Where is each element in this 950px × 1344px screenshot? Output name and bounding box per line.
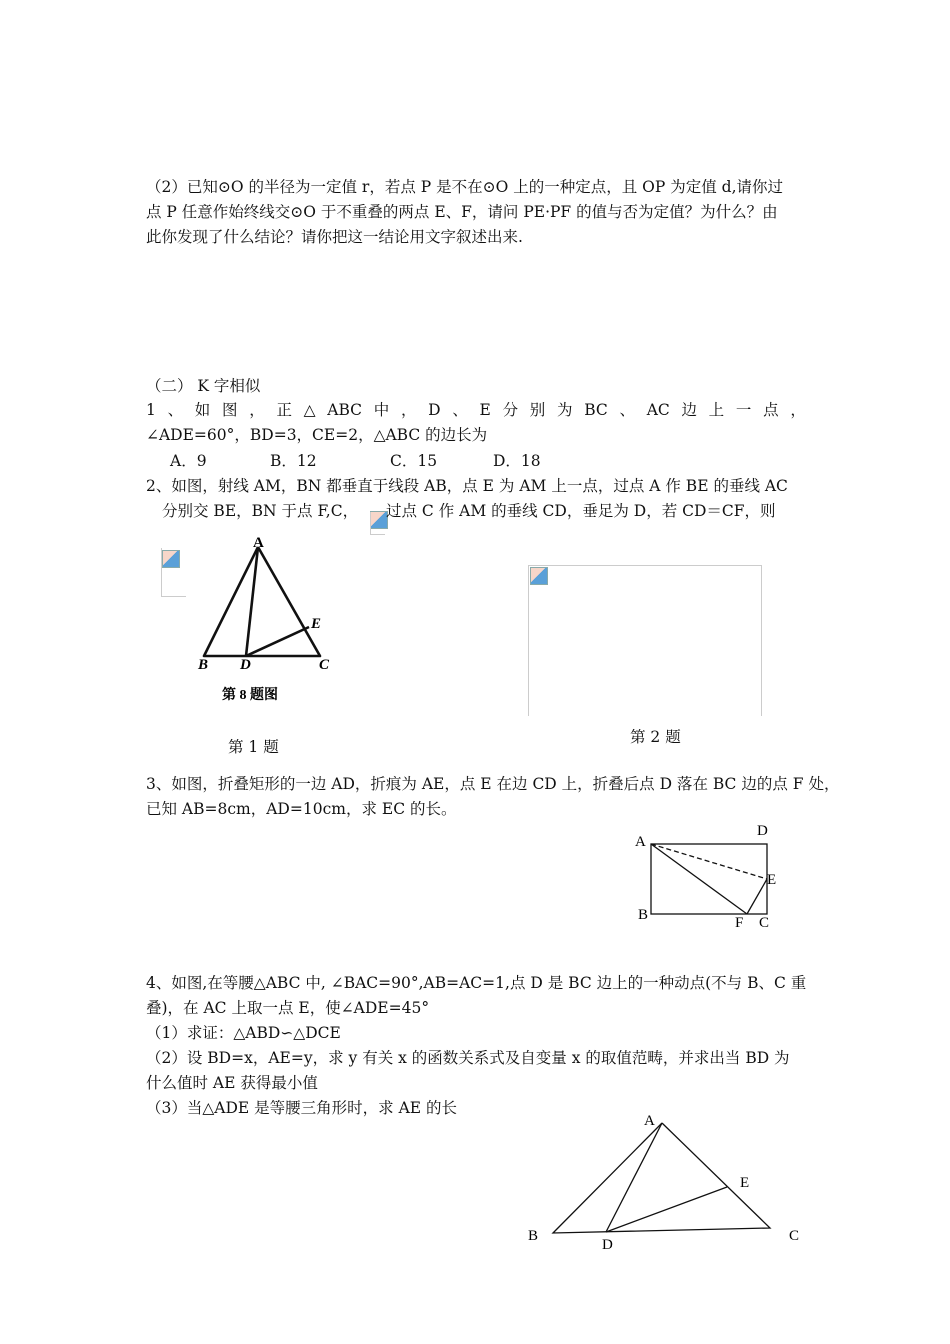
fig1-caption: 第 1 题	[228, 738, 279, 756]
q-part2-line3: 此你发现了什么结论？请你把这一结论用文字叙述出来.	[146, 228, 523, 246]
q-part2-line1: （2）已知⊙O 的半径为一定值 r，若点 P 是不在⊙O 上的一种定点，且 OP 为定值 d,请你过	[146, 178, 783, 196]
fig1-label-d: D	[240, 657, 251, 673]
fig2-caption: 第 2 题	[630, 728, 681, 746]
q3-line2: 已知 AB=8cm，AD=10cm，求 EC 的长。	[146, 800, 457, 818]
q4-label-d: D	[602, 1237, 613, 1253]
q1-line1-token: 上	[708, 401, 725, 419]
q4-line1: 4、如图,在等腰△ABC 中, ∠BAC=90°,AB=AC=1,点 D 是 BC 边上的一种动点(不与 B、C 重	[146, 974, 807, 992]
q1-option-c: C．15	[390, 452, 438, 470]
q1-line1-token: 一	[735, 401, 752, 419]
q2-line1: 2、如图，射线 AM，BN 都垂直于线段 AB，点 E 为 AM 上一点，过点 A 作 BE 的垂线 AC	[146, 477, 788, 495]
q3-line1: 3、如图，折叠矩形的一边 AD，折痕为 AE，点 E 在边 CD 上，折叠后点 D 落在 BC 边的点 F 处，	[146, 775, 840, 793]
q3-label-c: C	[759, 915, 770, 931]
fig2-image-frame	[528, 565, 762, 716]
q1-line1-token: E	[479, 401, 491, 419]
q2-line2b: 过点 C 作 AM 的垂线 CD，垂足为 D，若 CD＝CF，则	[386, 502, 776, 520]
q4-sub2b: 什么值时 AE 获得最小值	[146, 1074, 318, 1092]
q1-line1-token: 边	[681, 401, 697, 419]
q1-line1-token: ，	[249, 401, 265, 419]
q-part2-line2: 点 P 任意作始终线交⊙O 于不重叠的两点 E、F，请问 PE·PF 的值与否为定值？为什么？由	[146, 203, 778, 221]
q1-line1-token: 图	[222, 401, 238, 419]
q4-line2: 叠)，在 AC 上取一点 E，使∠ADE=45°	[146, 999, 430, 1017]
q1-line1-token: ，	[400, 401, 417, 419]
q1-option-b: B．12	[270, 452, 317, 470]
q4-label-c: C	[789, 1228, 800, 1244]
q4-sub2a: （2）设 BD=x，AE=y，求 y 有关 x 的函数关系式及自变量 x 的取值范畴，并求出当 BD 为	[146, 1049, 790, 1067]
q4-label-b: B	[528, 1228, 539, 1244]
fig1-label-c: C	[319, 657, 330, 673]
q3-label-d: D	[757, 823, 768, 839]
inline-image-frame	[370, 512, 385, 535]
q1-line1-token: AC	[646, 401, 670, 419]
q1-line1-token: D	[428, 401, 441, 419]
q1-line1-token: △	[303, 401, 316, 419]
q1-line1-token: 正	[276, 401, 292, 419]
q3-label-f: F	[735, 915, 744, 931]
fig1-inner-caption: 第 8 题图	[222, 688, 278, 703]
q1-line1-token: 分	[502, 401, 519, 419]
q4-sub1: （1）求证：△ABD∽△DCE	[146, 1024, 341, 1042]
q1-line1-token: 、	[619, 401, 635, 419]
q1-line1-token: ，	[790, 401, 806, 419]
fig1-label-a: A	[253, 535, 264, 551]
q1-line1-token: 、	[452, 401, 468, 419]
section-heading: （二） K 字相似	[146, 377, 261, 395]
q1-line1-token: 别	[529, 401, 546, 419]
fig1-label-e: E	[311, 616, 322, 632]
q1-line1-token: 1	[146, 401, 156, 419]
q3-label-b: B	[638, 907, 649, 923]
q3-rectangle-diagram	[630, 820, 790, 935]
q4-label-e: E	[740, 1175, 750, 1191]
q1-line1-token: 点	[763, 401, 779, 419]
q1-line1-token: ABC	[327, 401, 363, 419]
q1-option-a: A．9	[170, 452, 207, 470]
q1-line1	[146, 398, 806, 422]
fig1-label-b: B	[198, 657, 209, 673]
fig1-image-frame	[161, 548, 186, 597]
q4-label-a: A	[644, 1113, 655, 1129]
q1-line1-token: 、	[167, 401, 184, 419]
q3-label-a: A	[635, 834, 646, 850]
fig1-triangle-diagram	[190, 533, 350, 708]
q2-line2a: 分别交 BE，BN 于点 F,C，	[162, 502, 359, 520]
q3-label-e: E	[767, 872, 777, 888]
q4-sub3: （3）当△ADE 是等腰三角形时，求 AE 的长	[146, 1099, 458, 1117]
q1-line1-token: 如	[194, 401, 211, 419]
q1-line1-token: 中	[373, 401, 390, 419]
q4-triangle-diagram	[520, 1105, 810, 1255]
q1-line1-token: 为	[557, 401, 573, 419]
q1-option-d: D．18	[493, 452, 541, 470]
q1-line2: ∠ADE=60°，BD=3，CE=2，△ABC 的边长为	[146, 426, 488, 444]
broken-image-icon	[530, 567, 548, 585]
q1-line1-token: BC	[584, 401, 608, 419]
